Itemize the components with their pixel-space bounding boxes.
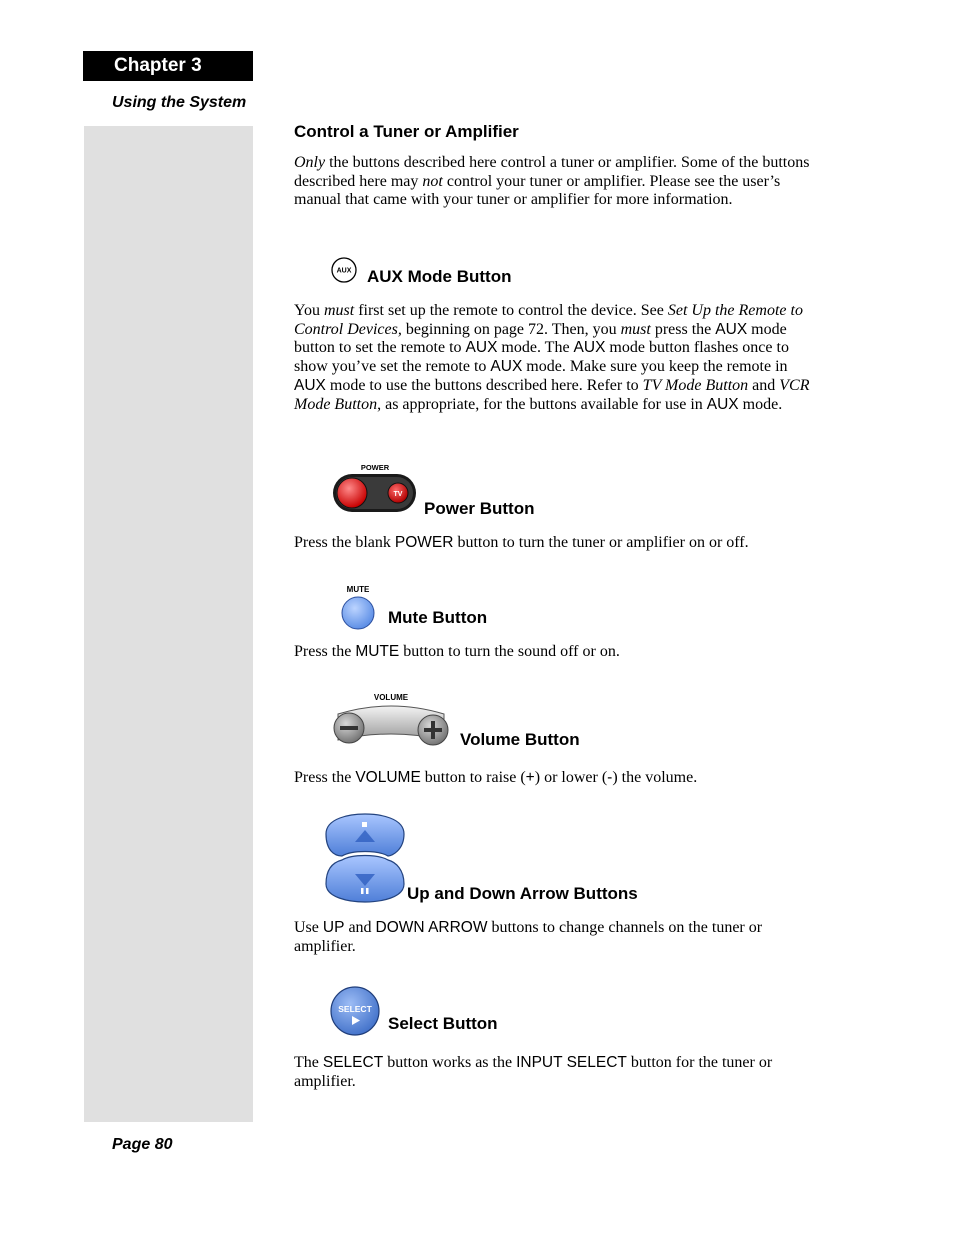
page-title: Control a Tuner or Amplifier (294, 122, 519, 141)
up-down-arrow-buttons-icon (320, 812, 410, 906)
select-paragraph: The SELECT button works as the INPUT SELECT button for the tuner or amplifier. (294, 1054, 773, 1090)
section-label: Using the System (112, 94, 247, 111)
arrows-heading: Up and Down Arrow Buttons (407, 884, 638, 903)
chapter-label: Chapter 3 (114, 55, 202, 76)
aux-heading: AUX Mode Button (367, 267, 512, 286)
select-button-icon (328, 984, 382, 1038)
power-paragraph: Press the blank POWER button to turn the tuner or amplifier on or off. (294, 534, 749, 551)
up-arrow-button (326, 814, 404, 856)
page-number: Page 80 (112, 1136, 173, 1153)
svg-text:VOLUME: VOLUME (373, 693, 409, 702)
power-heading: Power Button (424, 499, 535, 518)
mute-button-icon (338, 582, 378, 632)
power-button-icon (330, 460, 420, 516)
volume-paragraph: Press the VOLUME button to raise (+) or lower (-) the volume. (294, 769, 698, 786)
mute-heading: Mute Button (388, 608, 488, 627)
svg-text:MUTE: MUTE (346, 585, 370, 594)
svg-text:AUX: AUX (336, 267, 352, 275)
chapter-tab (83, 51, 253, 81)
volume-button-icon (328, 688, 454, 752)
down-arrow-button (326, 856, 404, 903)
sidebar-panel (84, 126, 253, 1122)
select-heading: Select Button (388, 1014, 498, 1033)
aux-button-icon (330, 256, 358, 284)
aux-paragraph: You must first set up the remote to control the device. See Set Up the Remote to Control Devices, beginning on page 72. Then, you must press the AUX mode button to set the remote to AUX mode. The AUX mode button flashes once to show you’ve set the remote to AUX mode. Make sure you keep the remote in AUX mode to use the buttons described here. Refer to TV Mode Button and VCR Mode Button, as appropriate, for the buttons available for use in AUX mode. (294, 302, 810, 413)
intro-paragraph: Only the buttons described here control a tuner or amplifier. Some of the buttons described here may not control your tuner or amplifier. Please see the user’s manual that came with your tuner or amplifier for more information. (294, 154, 810, 209)
svg-text:SELECT: SELECT (338, 1004, 372, 1014)
svg-text:POWER: POWER (360, 463, 390, 472)
arrows-paragraph: Use UP and DOWN ARROW buttons to change channels on the tuner or amplifier. (294, 919, 763, 955)
svg-text:TV: TV (393, 491, 403, 498)
mute-paragraph: Press the MUTE button to turn the sound off or on. (294, 643, 620, 660)
volume-heading: Volume Button (460, 730, 580, 749)
